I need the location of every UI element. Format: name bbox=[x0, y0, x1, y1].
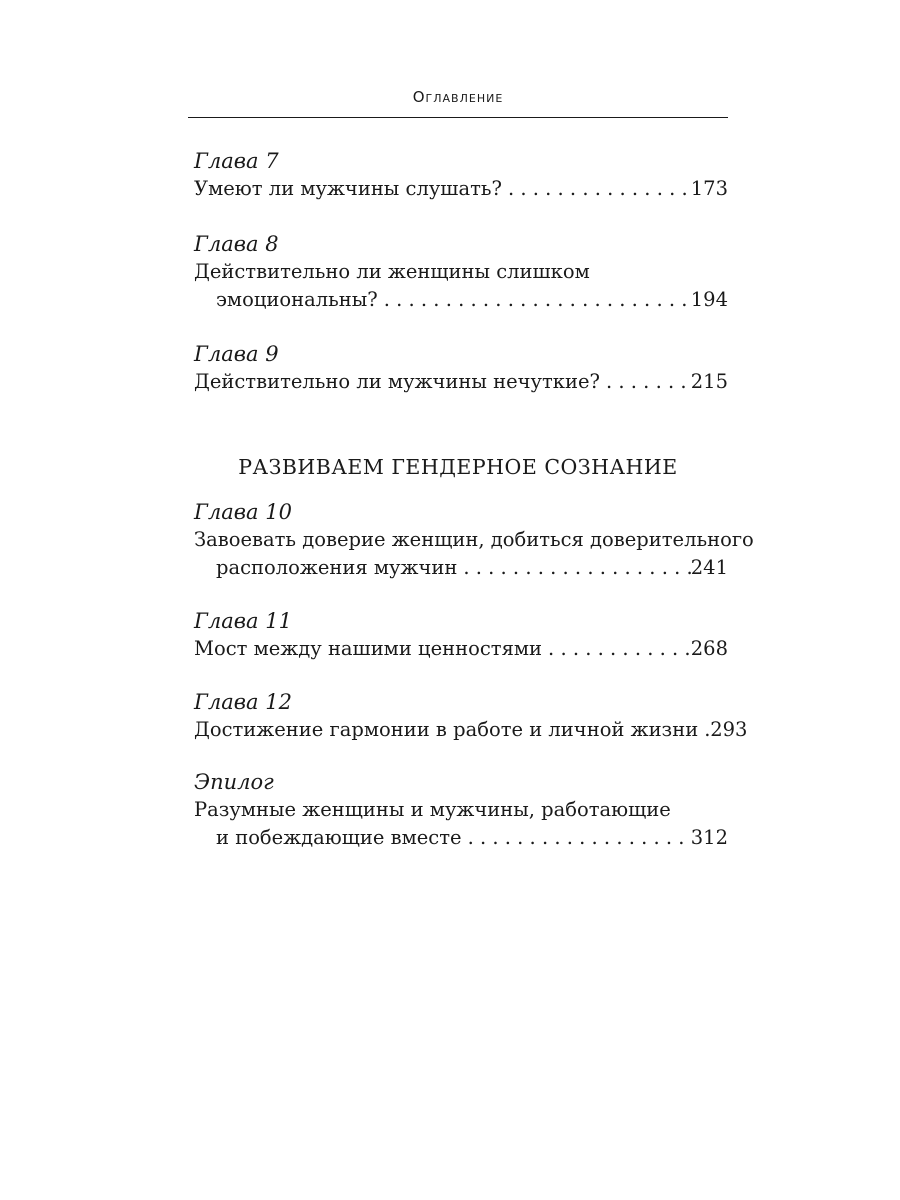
dot-leader bbox=[542, 635, 691, 663]
chapter-label: Глава 12 bbox=[194, 690, 292, 714]
toc-line bbox=[194, 526, 754, 554]
entry-title: Мост между нашими ценностями bbox=[194, 637, 543, 660]
toc-entry-chapter-12[interactable] bbox=[194, 688, 748, 744]
toc-entry-chapter-10[interactable] bbox=[194, 498, 754, 582]
entry-title: Достижение гармонии в работе и личной жизни bbox=[194, 718, 699, 741]
dot-leader bbox=[378, 286, 691, 314]
running-head: Оглавление bbox=[412, 88, 504, 106]
toc-line bbox=[194, 175, 728, 203]
toc-line bbox=[194, 716, 748, 744]
entry-title-continued: расположения мужчин bbox=[216, 556, 458, 579]
toc-line bbox=[194, 796, 728, 824]
toc-entry-chapter-8[interactable] bbox=[194, 230, 728, 314]
toc-line bbox=[194, 824, 728, 852]
page-number: 173 bbox=[690, 177, 728, 200]
page-number: 194 bbox=[690, 288, 728, 311]
toc-entry-chapter-11[interactable] bbox=[194, 607, 728, 663]
chapter-label: Эпилог bbox=[194, 770, 274, 794]
page-number: 293 bbox=[710, 718, 748, 741]
entry-title-continued: и побеждающие вместе bbox=[216, 826, 462, 849]
part-title: РАЗВИВАЕМ ГЕНДЕРНОЕ СОЗНАНИЕ bbox=[238, 455, 678, 479]
entry-title: Действительно ли мужчины нечуткие? bbox=[194, 370, 600, 393]
toc-entry-epilogue[interactable] bbox=[194, 768, 728, 852]
entry-title: Умеют ли мужчины слушать? bbox=[194, 177, 502, 200]
chapter-label: Глава 7 bbox=[194, 149, 279, 173]
header-rule bbox=[188, 117, 728, 118]
dot-leader bbox=[462, 824, 691, 852]
toc-line bbox=[194, 635, 728, 663]
toc-line bbox=[194, 368, 728, 396]
page-number: 215 bbox=[690, 370, 728, 393]
dot-leader bbox=[502, 175, 691, 203]
toc-line bbox=[194, 258, 728, 286]
chapter-label: Глава 8 bbox=[194, 232, 279, 256]
dot-leader bbox=[600, 368, 691, 396]
chapter-label: Глава 11 bbox=[194, 609, 292, 633]
toc-line bbox=[194, 554, 728, 582]
toc-line bbox=[194, 286, 728, 314]
chapter-label: Глава 9 bbox=[194, 342, 279, 366]
entry-title-continued: эмоциональны? bbox=[216, 288, 378, 311]
page-number: 312 bbox=[690, 826, 728, 849]
entry-title: Разумные женщины и мужчины, работающие bbox=[194, 798, 671, 821]
entry-title: Завоевать доверие женщин, добиться доверительного bbox=[194, 528, 754, 551]
chapter-label: Глава 10 bbox=[194, 500, 292, 524]
dot-leader bbox=[457, 554, 690, 582]
page-number: 241 bbox=[690, 556, 728, 579]
dot-leader bbox=[698, 716, 710, 744]
entry-title: Действительно ли женщины слишком bbox=[194, 260, 590, 283]
page-number: 268 bbox=[690, 637, 728, 660]
toc-entry-chapter-9[interactable] bbox=[194, 340, 728, 396]
toc-entry-chapter-7[interactable] bbox=[194, 147, 728, 203]
